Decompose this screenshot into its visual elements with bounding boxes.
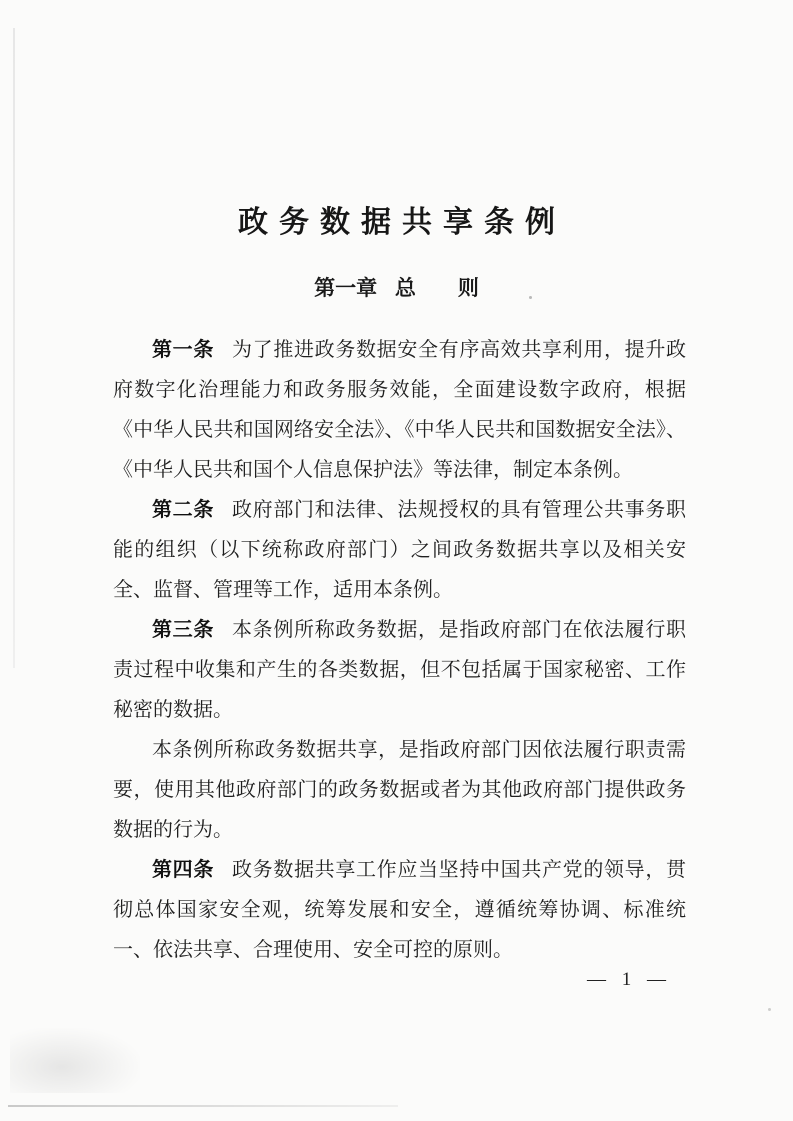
body-line: 能的组织（以下统称政府部门）之间政务数据共享以及相关安 [113,539,686,561]
article-term: 第四条 [152,859,214,881]
body-line [113,330,686,370]
body-line-text: 政务数据共享工作应当坚持中国共产党的领导，贯 [232,859,686,881]
body-line: 要，使用其他政府部门的政务数据或者为其他政府部门提供政务 [113,779,686,801]
article-paragraph [113,730,686,850]
article-paragraph [113,490,686,610]
body-line: 秘密的数据。 [113,699,233,721]
page-number: — 1 — [587,969,667,990]
body-line: 《中华人民共和国个人信息保护法》等法律，制定本条例。 [113,459,633,481]
body-line-text: 本条例所称政务数据，是指政府部门在依法履行职 [232,619,686,641]
article-term: 第三条 [152,619,214,641]
body-line [113,850,686,890]
article-term: 第一条 [152,339,214,361]
article-paragraph [113,850,686,970]
document-title: 政务数据共享条例 [238,206,566,239]
body-line: 彻总体国家安全观，统筹发展和安全，遵循统筹协调、标准统 [113,899,686,921]
body-line: 府数字化治理能力和政务服务效能，全面建设数字政府，根据 [113,379,686,401]
scan-edge-line-left [13,28,15,668]
document-body [113,330,686,970]
article-paragraph [113,610,686,730]
chapter-number: 第一章 [314,276,378,300]
body-line: 责过程中收集和产生的各类数据，但不包括属于国家秘密、工作 [113,659,686,681]
body-line-text: 为了推进政务数据安全有序高效共享利用，提升政 [232,339,686,361]
body-line: 数据的行为。 [113,819,233,841]
article-paragraph [113,330,686,490]
body-line [113,490,686,530]
body-line: 本条例所称政务数据共享，是指政府部门因依法履行职责需 [152,739,686,761]
scan-speck [768,1008,771,1011]
article-term: 第二条 [152,499,214,521]
body-line-text: 政府部门和法律、法规授权的具有管理公共事务职 [232,499,686,521]
scan-edge-line-bottom [8,1105,398,1107]
body-line: 一、依法共享、合理使用、安全可控的原则。 [113,939,513,961]
body-line: 《中华人民共和国网络安全法》、《中华人民共和国数据安全法》、 [113,419,686,441]
chapter-name: 总 则 [394,276,479,300]
scan-smudge-bottom-left [10,1028,140,1093]
body-line [113,610,686,650]
chapter-heading [0,272,793,302]
body-line: 全、监督、管理等工作，适用本条例。 [113,579,453,601]
